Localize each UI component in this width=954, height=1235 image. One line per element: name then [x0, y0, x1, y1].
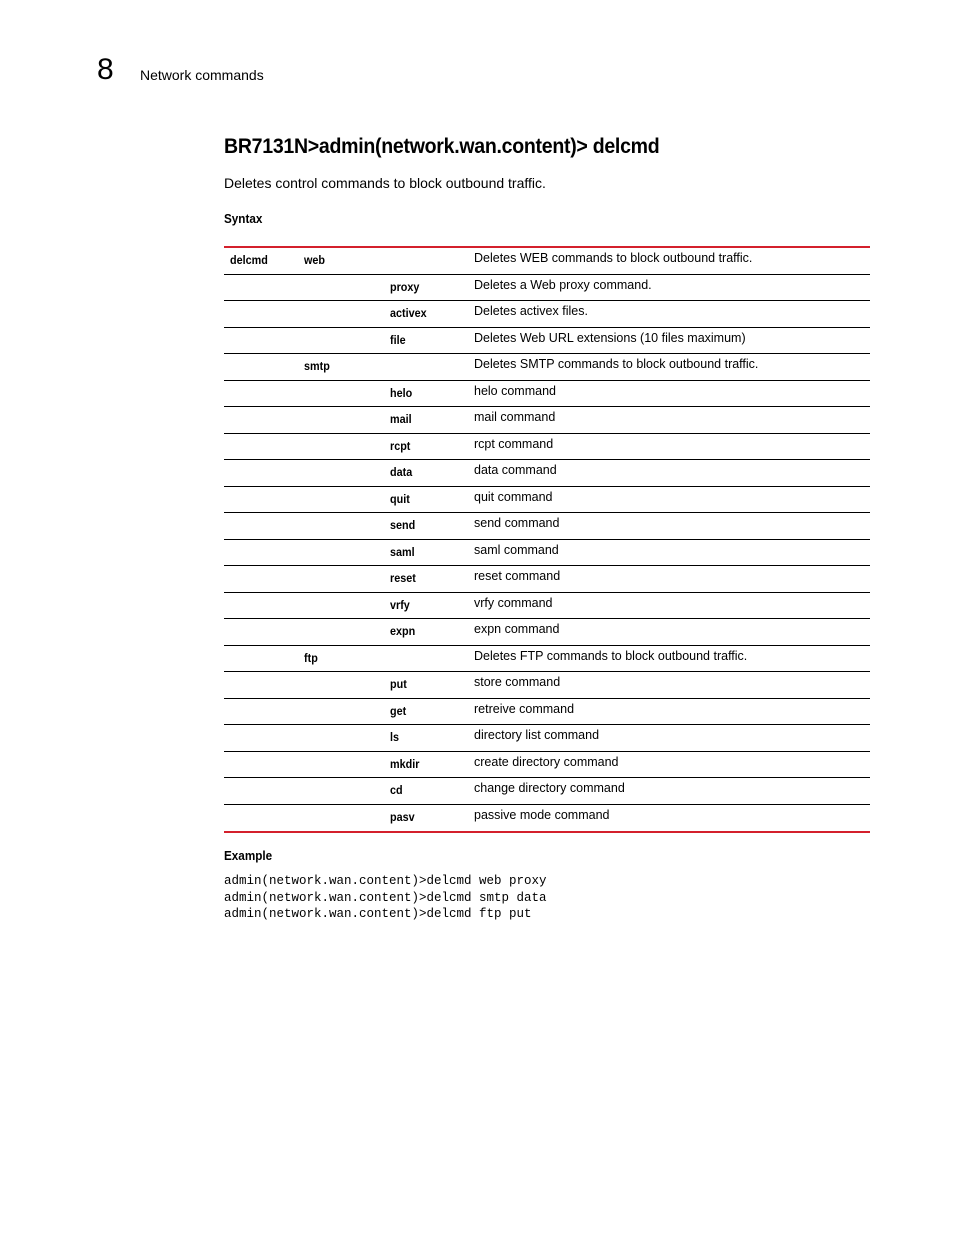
syntax-row [224, 407, 870, 434]
syntax-row [224, 434, 870, 461]
syntax-description: saml command [474, 542, 559, 557]
syntax-row [224, 354, 870, 381]
syntax-row [224, 593, 870, 620]
syntax-option: cd [390, 783, 403, 797]
syntax-option: helo [390, 385, 413, 400]
syntax-description: Deletes SMTP commands to block outbound traffic. [474, 357, 759, 371]
example-heading: Example [224, 848, 273, 863]
syntax-row [224, 566, 870, 593]
syntax-description: Deletes activex files. [474, 304, 588, 318]
syntax-description: rcpt command [474, 436, 554, 451]
syntax-row [224, 805, 870, 832]
syntax-row [224, 672, 870, 699]
syntax-description: passive mode command [474, 807, 610, 822]
syntax-description: Deletes WEB commands to block outbound traffic. [474, 251, 753, 265]
syntax-row [224, 381, 870, 408]
syntax-subcommand: ftp [304, 650, 318, 665]
syntax-row [224, 619, 870, 646]
syntax-description: expn command [474, 622, 560, 636]
syntax-description: Deletes FTP commands to block outbound traffic. [474, 648, 748, 663]
syntax-command: delcmd [230, 253, 268, 267]
syntax-option: data [390, 465, 413, 479]
syntax-option: mkdir [390, 756, 420, 771]
syntax-option: get [390, 703, 407, 718]
syntax-description: change directory command [474, 781, 625, 795]
syntax-option: proxy [390, 279, 420, 294]
syntax-table [224, 246, 870, 833]
example-line: admin(network.wan.content)>delcmd ftp put [224, 907, 532, 921]
syntax-option: vrfy [390, 597, 410, 612]
syntax-row [224, 646, 870, 673]
syntax-row [224, 460, 870, 487]
syntax-row [224, 328, 870, 355]
syntax-description: data command [474, 463, 557, 477]
syntax-row [224, 301, 870, 328]
syntax-description: vrfy command [474, 595, 553, 610]
syntax-option: expn [390, 624, 416, 638]
page-title: BR7131N>admin(network.wan.content)> delcmd [224, 135, 660, 158]
syntax-description: reset command [474, 569, 561, 583]
syntax-option: reset [390, 571, 416, 585]
syntax-description: retreive command [474, 701, 575, 716]
syntax-description: directory list command [474, 728, 600, 742]
syntax-option: pasv [390, 809, 415, 824]
syntax-subcommand: smtp [304, 359, 330, 373]
syntax-option: saml [390, 544, 415, 559]
syntax-description: store command [474, 675, 561, 689]
syntax-description: mail command [474, 410, 556, 424]
syntax-option: activex [390, 306, 427, 320]
syntax-row [224, 513, 870, 540]
example-code-block [224, 873, 547, 923]
syntax-option: file [390, 332, 406, 347]
syntax-description: send command [474, 516, 560, 530]
syntax-option: send [390, 518, 416, 532]
syntax-row [224, 540, 870, 567]
syntax-option: mail [390, 412, 412, 426]
syntax-option: quit [390, 491, 410, 506]
syntax-subcommand: web [304, 253, 326, 267]
syntax-row [224, 725, 870, 752]
example-line: admin(network.wan.content)>delcmd web proxy [224, 874, 547, 888]
syntax-option: put [390, 677, 407, 691]
syntax-description: quit command [474, 489, 553, 504]
syntax-row [224, 778, 870, 805]
syntax-row [224, 248, 870, 275]
syntax-row [224, 275, 870, 302]
syntax-row [224, 487, 870, 514]
syntax-row [224, 699, 870, 726]
syntax-description: Deletes Web URL extensions (10 files maximum) [474, 330, 746, 345]
example-line: admin(network.wan.content)>delcmd smtp data [224, 890, 547, 905]
syntax-row [224, 752, 870, 779]
chapter-title: Network commands [140, 67, 264, 83]
syntax-option: ls [390, 730, 400, 744]
syntax-description: create directory command [474, 754, 619, 769]
syntax-description: helo command [474, 383, 556, 398]
syntax-option: rcpt [390, 438, 411, 453]
chapter-number: 8 [97, 53, 114, 86]
syntax-heading: Syntax [224, 211, 263, 226]
command-description: Deletes control commands to block outbound traffic. [224, 175, 546, 191]
syntax-description: Deletes a Web proxy command. [474, 277, 652, 292]
